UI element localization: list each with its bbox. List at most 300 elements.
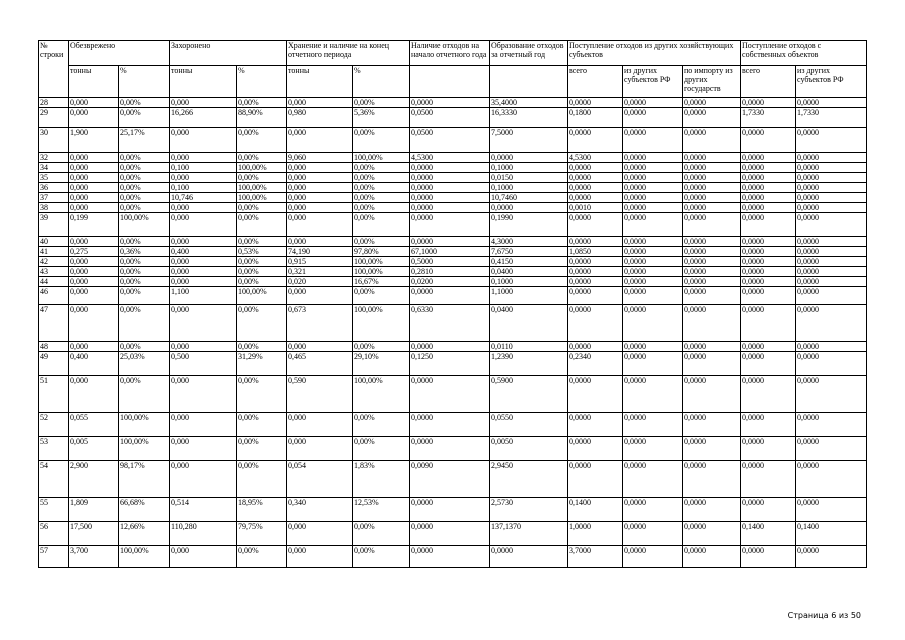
table-cell: 0,00%: [353, 173, 410, 183]
table-cell: 0,400: [69, 352, 119, 376]
row-number-cell: 57: [39, 546, 69, 568]
table-cell: 0,0000: [623, 305, 683, 342]
table-cell: 79,75%: [237, 522, 287, 546]
waste-report-table: [38, 40, 867, 568]
table-cell: 0,000: [170, 413, 237, 437]
table-cell: 4,5300: [568, 153, 623, 163]
row-number-cell: 42: [39, 257, 69, 267]
row-number-cell: 29: [39, 108, 69, 128]
table-cell: 0,0000: [623, 522, 683, 546]
table-cell: 0,0000: [796, 352, 867, 376]
header-buried-tonnes: тонны: [170, 66, 237, 98]
table-cell: 0,0000: [568, 128, 623, 153]
table-row: [39, 546, 867, 568]
table-cell: 137,1370: [490, 522, 568, 546]
header-presence-start: Наличие отходов на начало отчетного года: [410, 41, 490, 66]
row-number-cell: 46: [39, 287, 69, 305]
table-cell: 10,746: [170, 193, 237, 203]
table-cell: 0,0000: [796, 257, 867, 267]
table-row: [39, 257, 867, 267]
table-cell: 0,000: [69, 376, 119, 413]
table-cell: 0,1400: [741, 522, 796, 546]
table-cell: 0,000: [287, 183, 353, 193]
header-row-1: [39, 41, 867, 66]
table-cell: 0,000: [170, 213, 237, 237]
table-cell: 0,00%: [353, 213, 410, 237]
table-cell: 18,95%: [237, 498, 287, 522]
table-cell: 0,0000: [741, 237, 796, 247]
table-cell: 0,00%: [237, 153, 287, 163]
table-cell: 0,0000: [683, 203, 741, 213]
row-number-cell: 54: [39, 461, 69, 498]
header-buried-percent: %: [237, 66, 287, 98]
table-cell: 0,00%: [353, 237, 410, 247]
header-neutralized: Обезврежено: [69, 41, 170, 66]
table-cell: 0,000: [287, 193, 353, 203]
table-cell: 0,0000: [741, 173, 796, 183]
table-cell: 0,00%: [353, 522, 410, 546]
header-presence-cont: [410, 66, 490, 98]
table-cell: 0,000: [69, 183, 119, 193]
table-cell: 0,0000: [741, 287, 796, 305]
table-cell: 1,7330: [796, 108, 867, 128]
table-cell: 100,00%: [237, 163, 287, 173]
header-received-total: всего: [568, 66, 623, 98]
table-cell: 0,199: [69, 213, 119, 237]
table-cell: 0,100: [170, 163, 237, 173]
table-cell: 0,0000: [623, 287, 683, 305]
table-cell: 0,00%: [237, 257, 287, 267]
table-cell: 0,0000: [683, 257, 741, 267]
table-cell: 0,0000: [623, 247, 683, 257]
table-cell: 0,0000: [623, 128, 683, 153]
table-cell: 0,2810: [410, 267, 490, 277]
table-row: [39, 267, 867, 277]
table-row: [39, 98, 867, 108]
row-number-cell: 51: [39, 376, 69, 413]
table-cell: 0,0000: [741, 163, 796, 173]
table-cell: 1,2390: [490, 352, 568, 376]
table-cell: 0,000: [170, 237, 237, 247]
table-row: [39, 108, 867, 128]
table-cell: 100,00%: [119, 413, 170, 437]
row-number-cell: 38: [39, 203, 69, 213]
table-cell: 0,000: [170, 173, 237, 183]
table-cell: 100,00%: [119, 437, 170, 461]
table-cell: 0,00%: [119, 376, 170, 413]
table-cell: 12,53%: [353, 498, 410, 522]
row-number-cell: 47: [39, 305, 69, 342]
table-cell: 0,4150: [490, 257, 568, 267]
row-number-cell: 36: [39, 183, 69, 193]
table-cell: 0,000: [170, 203, 237, 213]
table-cell: 0,0000: [741, 437, 796, 461]
table-cell: 0,0000: [623, 461, 683, 498]
table-cell: 0,0000: [568, 437, 623, 461]
table-cell: 0,0000: [568, 376, 623, 413]
table-cell: 0,0000: [683, 128, 741, 153]
table-cell: 0,00%: [353, 546, 410, 568]
table-cell: 0,0000: [796, 461, 867, 498]
table-cell: 0,00%: [353, 342, 410, 352]
table-cell: 0,0000: [683, 287, 741, 305]
table-cell: 0,000: [287, 413, 353, 437]
table-row: [39, 277, 867, 287]
table-cell: 0,0000: [796, 237, 867, 247]
row-number-cell: 28: [39, 98, 69, 108]
table-cell: 0,0000: [741, 342, 796, 352]
table-cell: 0,0000: [623, 352, 683, 376]
table-cell: 0,0000: [623, 267, 683, 277]
table-cell: 0,00%: [119, 193, 170, 203]
table-cell: 0,0000: [683, 437, 741, 461]
table-cell: 100,00%: [353, 376, 410, 413]
table-cell: 0,000: [287, 342, 353, 352]
table-cell: 0,000: [287, 213, 353, 237]
table-cell: 10,7460: [490, 193, 568, 203]
table-cell: 0,000: [69, 342, 119, 352]
table-cell: 0,00%: [237, 413, 287, 437]
header-buried: Захоронено: [170, 41, 287, 66]
table-cell: 100,00%: [237, 287, 287, 305]
table-cell: 0,0000: [410, 498, 490, 522]
table-cell: 0,0000: [683, 237, 741, 247]
table-cell: 0,0000: [796, 193, 867, 203]
table-cell: 0,00%: [119, 277, 170, 287]
row-number-cell: 44: [39, 277, 69, 287]
table-cell: 0,0000: [623, 546, 683, 568]
table-cell: 0,0000: [623, 237, 683, 247]
table-cell: 0,0000: [683, 277, 741, 287]
table-cell: 0,0000: [410, 98, 490, 108]
header-own-total: всего: [741, 66, 796, 98]
table-cell: 0,514: [170, 498, 237, 522]
table-cell: 1,7330: [741, 108, 796, 128]
header-neutralized-tonnes: тонны: [69, 66, 119, 98]
table-cell: 0,000: [170, 376, 237, 413]
table-cell: 0,0000: [741, 203, 796, 213]
table-cell: 0,0000: [796, 153, 867, 163]
table-cell: 4,5300: [410, 153, 490, 163]
table-cell: 7,6750: [490, 247, 568, 257]
table-cell: 0,0000: [410, 413, 490, 437]
table-cell: 0,000: [287, 98, 353, 108]
table-cell: 0,0000: [741, 257, 796, 267]
table-cell: 0,0000: [568, 305, 623, 342]
table-cell: 100,00%: [353, 267, 410, 277]
table-row: [39, 376, 867, 413]
table-cell: 0,000: [170, 305, 237, 342]
table-cell: 0,000: [69, 267, 119, 277]
table-cell: 0,0000: [490, 546, 568, 568]
table-cell: 0,000: [69, 193, 119, 203]
table-cell: 0,0000: [796, 376, 867, 413]
row-number-cell: 49: [39, 352, 69, 376]
table-cell: 88,90%: [237, 108, 287, 128]
row-number-cell: 35: [39, 173, 69, 183]
table-cell: 0,0000: [796, 128, 867, 153]
table-cell: 0,0000: [410, 342, 490, 352]
table-cell: 0,000: [170, 267, 237, 277]
table-row: [39, 163, 867, 173]
row-number-cell: 37: [39, 193, 69, 203]
table-cell: 0,0000: [683, 173, 741, 183]
table-row: [39, 183, 867, 193]
table-row: [39, 237, 867, 247]
table-cell: 0,0000: [568, 173, 623, 183]
table-cell: 0,0000: [623, 213, 683, 237]
table-cell: 0,0000: [683, 522, 741, 546]
table-row: [39, 305, 867, 342]
table-cell: 0,0000: [683, 193, 741, 203]
table-cell: 0,1990: [490, 213, 568, 237]
table-cell: 0,0000: [683, 247, 741, 257]
table-cell: 0,0000: [683, 546, 741, 568]
table-cell: 0,0000: [683, 98, 741, 108]
header-neutralized-percent: %: [119, 66, 170, 98]
table-cell: 100,00%: [119, 546, 170, 568]
table-cell: 0,0000: [623, 342, 683, 352]
table-cell: 0,000: [69, 237, 119, 247]
table-cell: 0,0000: [796, 213, 867, 237]
table-cell: 0,500: [170, 352, 237, 376]
table-cell: 2,5730: [490, 498, 568, 522]
table-cell: 0,0000: [796, 98, 867, 108]
table-cell: 0,0400: [490, 305, 568, 342]
table-cell: 2,9450: [490, 461, 568, 498]
table-cell: 17,500: [69, 522, 119, 546]
table-cell: 16,3330: [490, 108, 568, 128]
row-number-cell: 53: [39, 437, 69, 461]
table-cell: 0,0000: [683, 305, 741, 342]
table-cell: 25,03%: [119, 352, 170, 376]
table-cell: 0,0000: [741, 247, 796, 257]
table-cell: 0,0000: [623, 413, 683, 437]
table-cell: 0,000: [69, 257, 119, 267]
table-cell: 0,005: [69, 437, 119, 461]
table-cell: 0,000: [69, 163, 119, 173]
header-received-import: по импорту из других государств: [683, 66, 741, 98]
table-cell: 0,00%: [237, 305, 287, 342]
table-cell: 0,0000: [623, 98, 683, 108]
table-cell: 0,0500: [410, 128, 490, 153]
table-cell: 0,0550: [490, 413, 568, 437]
table-cell: 0,00%: [237, 213, 287, 237]
table-cell: 0,000: [287, 287, 353, 305]
table-cell: 0,0000: [683, 267, 741, 277]
table-cell: 0,0000: [568, 98, 623, 108]
table-cell: 0,0000: [568, 277, 623, 287]
table-cell: 100,00%: [353, 153, 410, 163]
table-cell: 1,900: [69, 128, 119, 153]
table-cell: 0,0000: [683, 163, 741, 173]
table-cell: 0,0000: [796, 342, 867, 352]
table-cell: 0,5000: [410, 257, 490, 267]
table-cell: 0,0000: [683, 213, 741, 237]
table-cell: 0,673: [287, 305, 353, 342]
table-cell: 0,00%: [353, 128, 410, 153]
table-cell: 0,0000: [623, 183, 683, 193]
table-row: [39, 193, 867, 203]
table-cell: 0,0000: [741, 376, 796, 413]
header-storage-percent: %: [353, 66, 410, 98]
table-cell: 0,0000: [568, 342, 623, 352]
table-cell: 0,980: [287, 108, 353, 128]
table-cell: 1,0850: [568, 247, 623, 257]
table-cell: 0,0090: [410, 461, 490, 498]
table-cell: 0,6330: [410, 305, 490, 342]
row-number-cell: 52: [39, 413, 69, 437]
table-cell: 0,0000: [683, 498, 741, 522]
table-cell: 0,0000: [741, 498, 796, 522]
table-row: [39, 498, 867, 522]
table-row: [39, 437, 867, 461]
table-cell: 0,000: [170, 461, 237, 498]
table-cell: 0,00%: [237, 376, 287, 413]
table-cell: 0,00%: [119, 98, 170, 108]
table-row: [39, 413, 867, 437]
table-cell: 0,00%: [119, 173, 170, 183]
table-cell: 0,0150: [490, 173, 568, 183]
table-cell: 0,0000: [741, 413, 796, 437]
header-formation-cont: [490, 66, 568, 98]
table-cell: 0,0000: [683, 352, 741, 376]
row-number-cell: 55: [39, 498, 69, 522]
table-cell: 0,0000: [796, 437, 867, 461]
table-cell: 16,266: [170, 108, 237, 128]
row-number-cell: 30: [39, 128, 69, 153]
table-cell: 0,00%: [353, 203, 410, 213]
table-cell: 0,0000: [741, 153, 796, 163]
table-cell: 0,321: [287, 267, 353, 277]
table-cell: 0,0000: [796, 247, 867, 257]
table-cell: 0,1400: [568, 498, 623, 522]
table-cell: 0,000: [287, 173, 353, 183]
table-cell: 25,17%: [119, 128, 170, 153]
table-cell: 0,0000: [796, 277, 867, 287]
header-received-other-regions: из других субъектов РФ: [623, 66, 683, 98]
table-cell: 0,0000: [683, 376, 741, 413]
table-cell: 0,000: [287, 546, 353, 568]
table-row: [39, 461, 867, 498]
header-received-other: Поступление отходов из других хозяйствующих субъектов: [568, 41, 741, 66]
table-cell: 0,0000: [741, 352, 796, 376]
table-cell: 9,060: [287, 153, 353, 163]
table-cell: 0,0000: [683, 108, 741, 128]
table-cell: 0,055: [69, 413, 119, 437]
table-cell: 100,00%: [237, 183, 287, 193]
table-cell: 0,0000: [410, 546, 490, 568]
table-cell: 0,000: [69, 108, 119, 128]
table-cell: 0,0000: [490, 203, 568, 213]
table-cell: 0,000: [170, 257, 237, 267]
table-cell: 0,000: [170, 277, 237, 287]
table-cell: 0,0010: [568, 203, 623, 213]
page-counter: Страница 6 из 50: [787, 611, 861, 620]
table-cell: 0,00%: [237, 277, 287, 287]
table-cell: 0,0000: [410, 237, 490, 247]
table-cell: 0,000: [69, 153, 119, 163]
table-cell: 74,190: [287, 247, 353, 257]
table-cell: 0,0000: [623, 108, 683, 128]
table-cell: 0,000: [287, 163, 353, 173]
row-number-cell: 39: [39, 213, 69, 237]
table-cell: 31,29%: [237, 352, 287, 376]
table-cell: 3,7000: [568, 546, 623, 568]
table-cell: 0,0000: [796, 183, 867, 193]
table-cell: 100,00%: [353, 305, 410, 342]
table-cell: 0,0000: [741, 305, 796, 342]
header-own-other-regions: из других субъектов РФ: [796, 66, 867, 98]
header-storage-tonnes: тонны: [287, 66, 353, 98]
table-cell: 0,000: [287, 128, 353, 153]
table-cell: 0,0050: [490, 437, 568, 461]
table-cell: 0,0000: [568, 183, 623, 193]
table-cell: 1,83%: [353, 461, 410, 498]
table-cell: 0,0000: [568, 213, 623, 237]
header-row-2: [39, 66, 867, 98]
table-cell: 1,0000: [568, 522, 623, 546]
table-cell: 0,1000: [490, 163, 568, 173]
table-cell: 0,0000: [623, 203, 683, 213]
table-cell: 0,0000: [568, 267, 623, 277]
table-cell: 0,0000: [741, 98, 796, 108]
table-cell: 0,0000: [796, 546, 867, 568]
table-cell: 0,0000: [623, 163, 683, 173]
table-cell: 0,0000: [796, 267, 867, 277]
table-cell: 0,000: [69, 287, 119, 305]
table-cell: 100,00%: [119, 213, 170, 237]
table-cell: 0,0000: [683, 183, 741, 193]
table-cell: 0,275: [69, 247, 119, 257]
table-cell: 0,1000: [490, 183, 568, 193]
table-row: [39, 247, 867, 257]
table-cell: 0,5900: [490, 376, 568, 413]
row-number-cell: 48: [39, 342, 69, 352]
table-cell: 0,00%: [119, 287, 170, 305]
table-row: [39, 287, 867, 305]
table-cell: 0,0000: [623, 257, 683, 267]
table-cell: 0,0000: [410, 376, 490, 413]
table-cell: 0,00%: [119, 267, 170, 277]
table-cell: 4,3000: [490, 237, 568, 247]
table-cell: 0,00%: [353, 287, 410, 305]
table-cell: 0,000: [170, 98, 237, 108]
table-cell: 35,4000: [490, 98, 568, 108]
table-cell: 0,0000: [741, 546, 796, 568]
table-cell: 0,000: [170, 128, 237, 153]
table-cell: 0,00%: [119, 163, 170, 173]
table-cell: 0,0000: [410, 173, 490, 183]
table-cell: 0,00%: [237, 98, 287, 108]
table-cell: 67,1000: [410, 247, 490, 257]
table-cell: 0,000: [170, 153, 237, 163]
table-cell: 0,1800: [568, 108, 623, 128]
table-cell: 1,809: [69, 498, 119, 522]
table-cell: 0,0000: [796, 203, 867, 213]
table-cell: 0,000: [69, 305, 119, 342]
header-storage: Хранение и наличие на конец отчетного периода: [287, 41, 410, 66]
table-cell: 98,17%: [119, 461, 170, 498]
table-cell: 0,0000: [796, 163, 867, 173]
table-row: [39, 173, 867, 183]
table-cell: 0,1250: [410, 352, 490, 376]
table-row: [39, 213, 867, 237]
table-cell: 0,0000: [683, 413, 741, 437]
table-cell: 29,10%: [353, 352, 410, 376]
table-cell: 0,0000: [741, 193, 796, 203]
table-cell: 0,000: [170, 546, 237, 568]
